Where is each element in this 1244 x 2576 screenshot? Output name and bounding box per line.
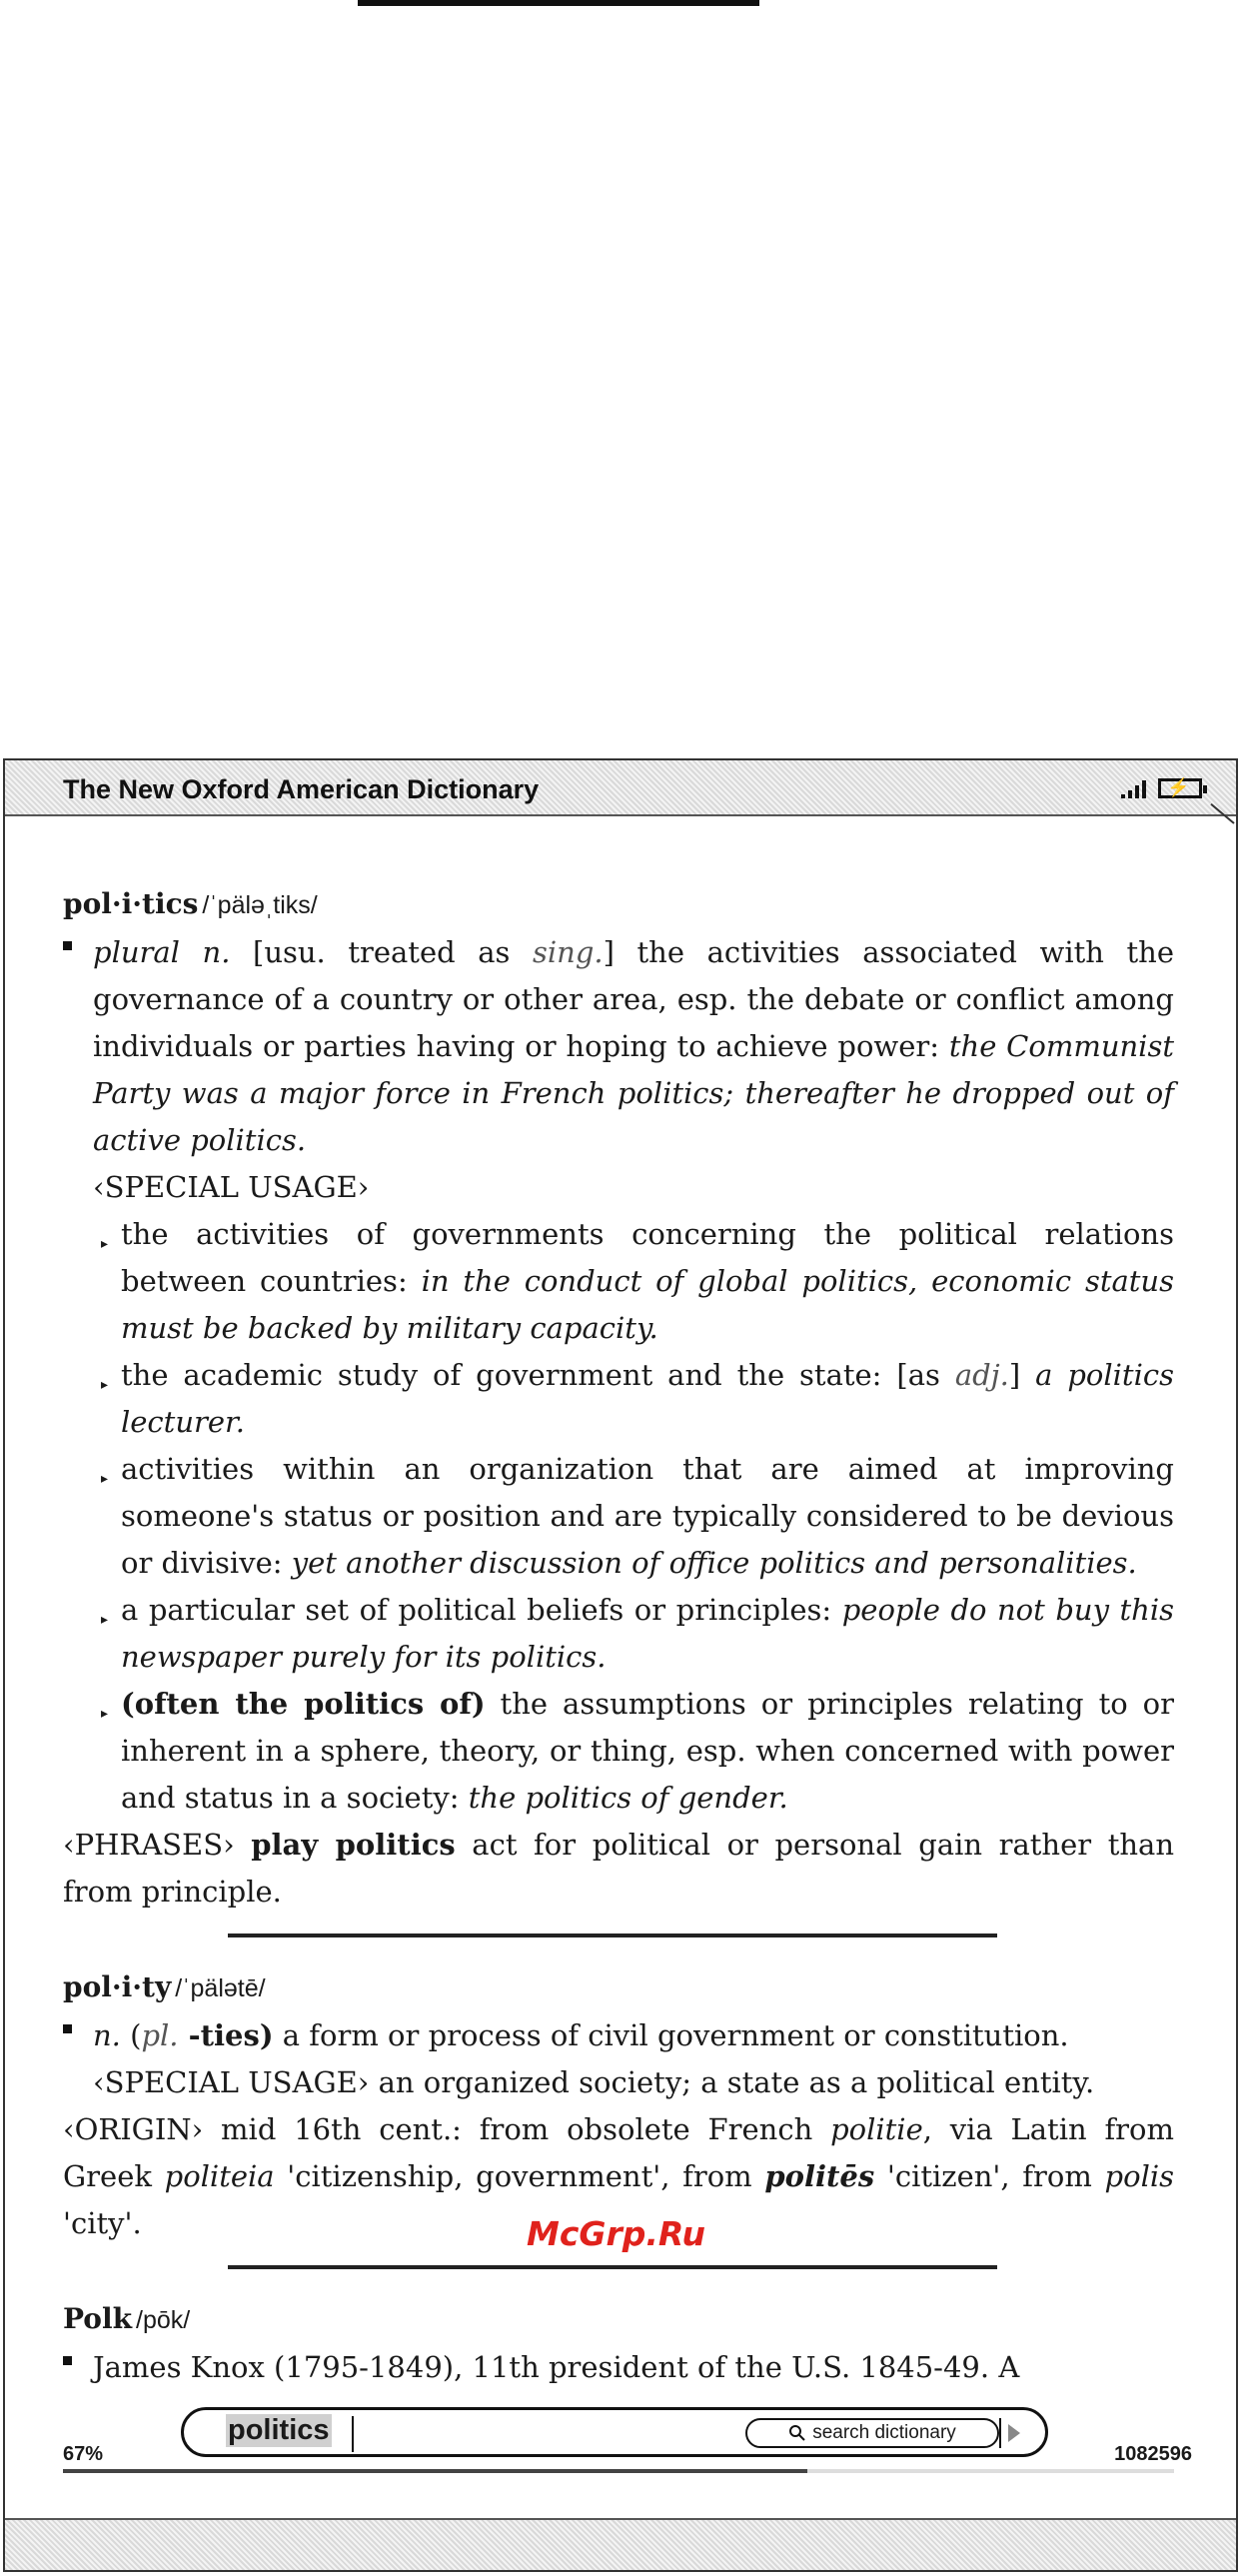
bullet-triangle-icon: ▸ [101,1706,109,1722]
location-number: 1082596 [1114,2443,1192,2465]
entry-headword: pol·i·tics /ˈpäləˌtiks/ [63,887,318,920]
definition: n. (pl. -ties) a form or process of civil government or constitution. [63,2012,1174,2059]
text-cursor [352,2416,354,2452]
reading-percent: 67% [63,2443,104,2465]
dictionary-content [63,880,1174,2391]
search-input[interactable]: politics [228,2414,330,2446]
kindle-screen [3,758,1238,2572]
subsense: ▸ the activities of governments concerning the political relations between countries: in the conduct of global politics, economic status must be backed by military capacity. [101,1217,1174,1345]
bullet-triangle-icon: ▸ [101,1236,109,1252]
search-icon [788,2424,806,2442]
top-divider [358,0,759,6]
pronunciation: /ˈpäləˌtiks/ [202,891,318,919]
definition: plural n. [usu. treated as sing.] the activities associated with the governance of a country or other area, esp. the debate or conflict among individuals or parties having or hoping to achieve power: the Communist Party was a major force in French politics; thereafter he dropped out of active politics. [63,929,1174,1164]
next-arrow-icon[interactable] [999,2418,1027,2448]
search-box[interactable] [181,2407,1048,2457]
watermark: McGrp.Ru [527,2214,706,2253]
bullet-square-icon [63,2024,72,2033]
bullet-triangle-icon: ▸ [101,1471,109,1487]
subsense: ▸ the academic study of government and the state: [as adj.] a politics lecturer. [101,1358,1174,1439]
search-bar [5,2399,1236,2479]
subsense: ▸ (often the politics of) the assumptions or principles relating to or inherent in a sphere, theory, or thing, esp. when concerned with power and status in a society: the politics of gender. [101,1687,1174,1815]
pronunciation: /pōk/ [136,2306,191,2334]
search-dictionary-button[interactable]: search dictionary [745,2418,999,2448]
bullet-triangle-icon: ▸ [101,1612,109,1628]
special-usage: ‹SPECIAL USAGE› an organized society; a state as a political entity. [93,2065,1095,2099]
subsense: ▸ a particular set of political beliefs or principles: people do not buy this newspaper purely for its politics. [101,1593,1174,1674]
title-bar [5,760,1236,816]
entry-divider [228,2265,997,2269]
special-usage-label: ‹SPECIAL USAGE› [93,1170,370,1204]
bullet-square-icon [63,941,72,950]
bullet-square-icon [63,2356,72,2365]
origin: ‹ORIGIN› mid 16th cent.: from obsolete French politie, via Latin from Greek politeia 'citizenship, government', from politēs 'citizen', from polis 'city'. [63,2112,1175,2240]
bottom-bar [5,2518,1236,2570]
signal-icon [1121,776,1146,798]
status-area [1121,776,1202,798]
entry-divider [228,1933,997,1937]
subsense: ▸ activities within an organization that are aimed at improving someone's status or position and are typically considered to be devious or divisive: yet another discussion of office politics and personalities. [101,1452,1174,1580]
entry-headword: Polk /pōk/ [63,2302,191,2335]
app-title: The New Oxford American Dictionary [63,774,540,804]
entry-headword: pol·i·ty /ˈpälətē/ [63,1970,266,2003]
reading-progress-bar [63,2469,1174,2473]
battery-charging-icon: ⚡ [1158,778,1202,798]
reading-progress-fill [63,2469,807,2473]
definition: James Knox (1795-1849), 11th president of the U.S. 1845-49. A [63,2344,1174,2391]
bullet-triangle-icon: ▸ [101,1377,109,1393]
phrases: ‹PHRASES› play politics act for political or personal gain rather than from principle. [63,1828,1174,1909]
pronunciation: /ˈpälətē/ [175,1974,266,2002]
